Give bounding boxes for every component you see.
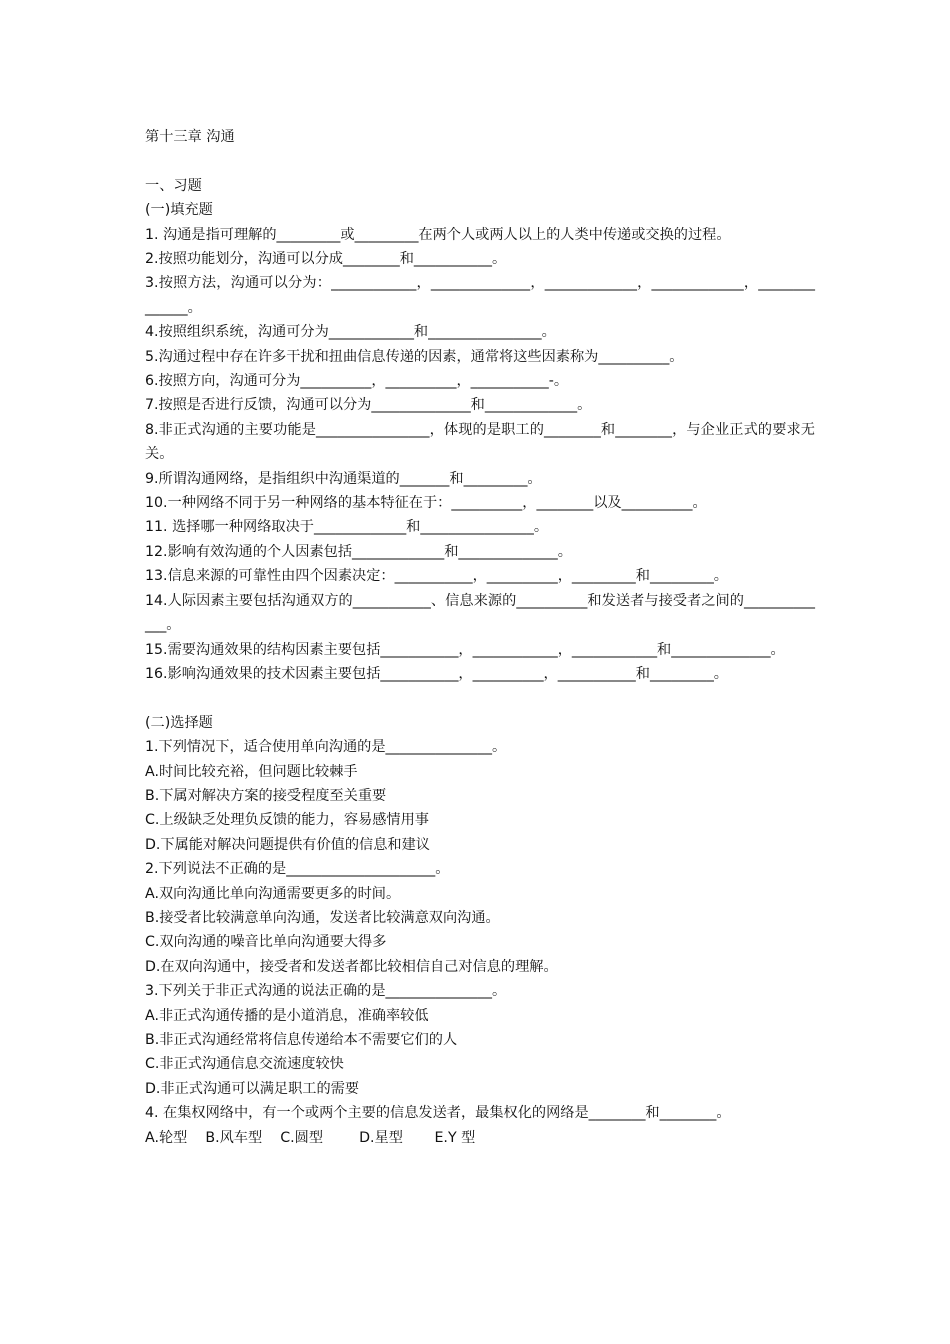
multiple-choice-heading: (二)选择题	[145, 714, 213, 731]
mc-line: 2.下列说法不正确的是_____________________。	[145, 861, 450, 878]
fill-question: 16.影响沟通效果的技术因素主要包括___________，__________，___________和_________。	[145, 665, 728, 682]
mc-line: B.下属对解决方案的接受程度至关重要	[145, 787, 387, 804]
fill-question: 10.一种网络不同于另一种网络的基本特征在于：__________，________以及__________。	[145, 495, 707, 512]
fill-question: 6.按照方向，沟通可分为__________，__________，___________-。	[145, 373, 569, 390]
fill-question: 12.影响有效沟通的个人因素包括_____________和______________。	[145, 543, 572, 560]
mc-line: A.轮型 B.风车型 C.圆型 D.星型 E.Y 型	[145, 1129, 476, 1146]
fill-question: 13.信息来源的可靠性由四个因素决定：___________，__________，_________和_________。	[145, 568, 728, 585]
mc-line: 4. 在集权网络中，有一个或两个主要的信息发送者，最集权化的网络是________和________。	[145, 1105, 731, 1122]
fill-question: 7.按照是否进行反馈，沟通可以分为______________和_____________。	[145, 397, 592, 414]
mc-line: C.非正式沟通信息交流速度较快	[145, 1056, 344, 1073]
mc-line: A.双向沟通比单向沟通需要更多的时间。	[145, 885, 401, 902]
fill-question: 8.非正式沟通的主要功能是________________，体现的是职工的________和________，与企业正式的要求无关。	[145, 421, 815, 463]
mc-line: 1.下列情况下，适合使用单向沟通的是_______________。	[145, 739, 507, 756]
mc-line: C.上级缺乏处理负反馈的能力，容易感情用事	[145, 812, 429, 829]
mc-line: 3.下列关于非正式沟通的说法正确的是_______________。	[145, 983, 507, 1000]
fill-question: 9.所谓沟通网络，是指组织中沟通渠道的_______和_________。	[145, 470, 542, 487]
fill-question: 1. 沟通是指可理解的_________或_________在两个人或两人以上的人类中传递或交换的过程。	[145, 226, 731, 243]
mc-line: B.接受者比较满意单向沟通，发送者比较满意双向沟通。	[145, 909, 500, 926]
mc-line: A.非正式沟通传播的是小道消息，准确率较低	[145, 1007, 429, 1024]
document-page	[145, 125, 815, 1150]
mc-line: B.非正式沟通经常将信息传递给本不需要它们的人	[145, 1032, 458, 1048]
fill-blank-heading: (一)填充题	[145, 202, 213, 219]
mc-line: C.双向沟通的噪音比单向沟通要大得多	[145, 934, 387, 951]
mc-line: A.时间比较充裕，但问题比较棘手	[145, 763, 358, 780]
section-heading: 一、习题	[145, 177, 202, 194]
mc-line: D.在双向沟通中，接受者和发送者都比较相信自己对信息的理解。	[145, 958, 558, 975]
fill-question: 3.按照方法，沟通可以分为：____________，______________，_____________，_____________，______________。	[145, 275, 815, 316]
fill-question: 5.沟通过程中存在许多干扰和扭曲信息传递的因素，通常将这些因素称为__________。	[145, 348, 684, 365]
fill-question: 4.按照组织系统，沟通可分为____________和________________。	[145, 324, 556, 341]
chapter-title: 第十三章 沟通	[145, 129, 235, 145]
spacer	[145, 686, 815, 710]
fill-question: 14.人际因素主要包括沟通双方的___________、信息来源的__________和发送者与接受者之间的_____________。	[145, 592, 815, 634]
fill-question: 15.需要沟通效果的结构因素主要包括___________，____________，____________和______________。	[145, 641, 785, 658]
fill-question: 2.按照功能划分，沟通可以分成________和___________。	[145, 251, 507, 268]
fill-question: 11. 选择哪一种网络取决于_____________和________________。	[145, 519, 549, 536]
mc-line: D.下属能对解决问题提供有价值的信息和建议	[145, 836, 430, 853]
mc-line: D.非正式沟通可以满足职工的需要	[145, 1080, 360, 1097]
